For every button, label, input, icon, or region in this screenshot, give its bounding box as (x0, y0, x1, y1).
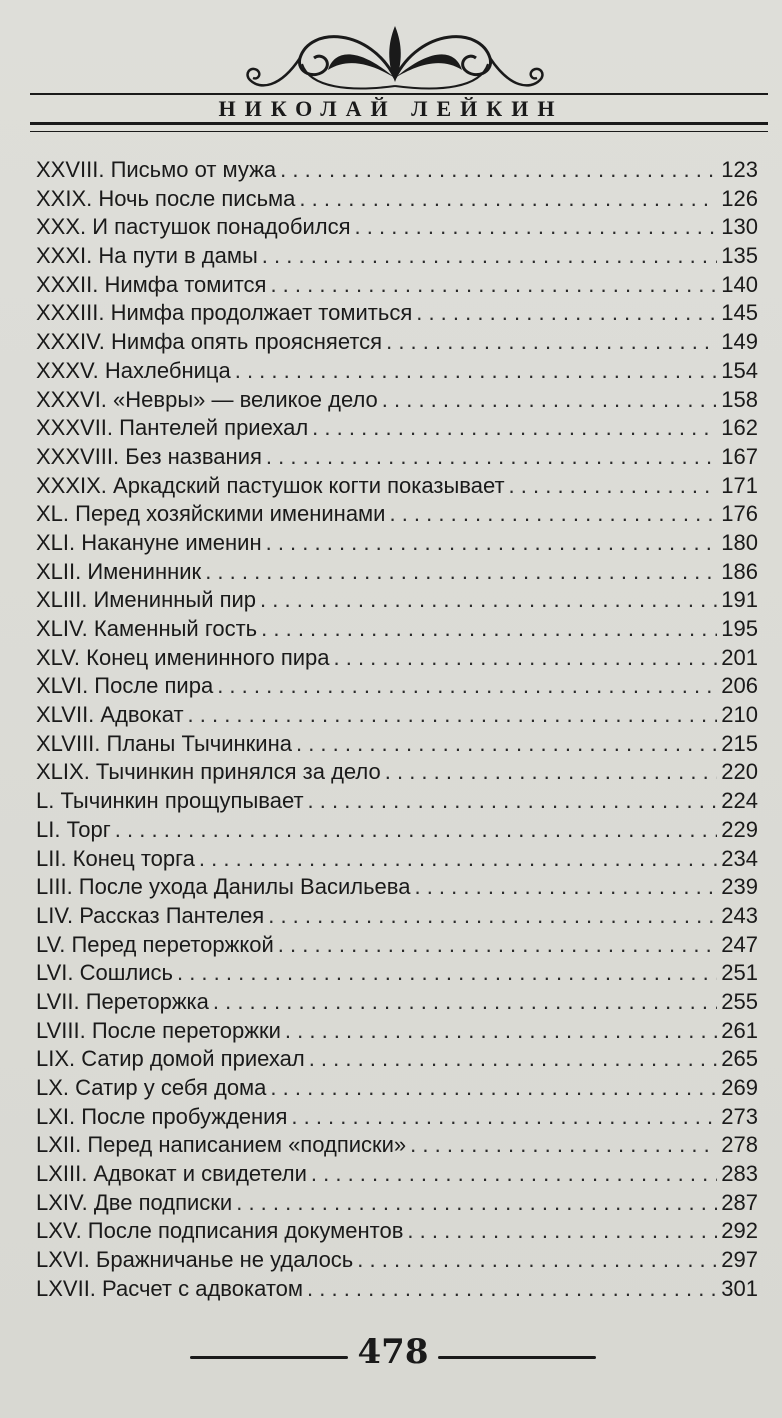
toc-entry-title: LXVII. Расчет с адвокатом (36, 1275, 304, 1301)
toc-dot-leader (386, 328, 717, 357)
toc-entry-page: 154 (721, 357, 758, 383)
toc-dot-leader (285, 1017, 717, 1046)
toc-entry (36, 271, 758, 300)
toc-entry-title: LI. Торг (36, 816, 111, 842)
toc-entry-title: LXV. После подписания документов (36, 1218, 404, 1244)
toc-entry-page: 135 (721, 243, 758, 269)
toc-dot-leader (385, 758, 718, 787)
toc-entry-page: 243 (721, 902, 758, 928)
toc-dot-leader (270, 1074, 717, 1103)
toc-dot-leader (177, 959, 717, 988)
toc-entry-page: 247 (721, 931, 758, 957)
toc-entry (36, 500, 758, 529)
toc-entry (36, 1217, 758, 1246)
toc-dot-leader (414, 873, 717, 902)
toc-entry-title: LVI. Сошлись (36, 960, 173, 986)
toc-entry-page: 292 (721, 1218, 758, 1244)
toc-entry (36, 443, 758, 472)
toc-entry-title: XLIX. Тычинкин принялся за дело (36, 759, 381, 785)
toc-dot-leader (312, 414, 717, 443)
toc-dot-leader (261, 615, 717, 644)
toc-entry (36, 586, 758, 615)
toc-dot-leader (407, 1217, 717, 1246)
toc-entry-title: XXVIII. Письмо от мужа (36, 157, 277, 182)
toc-dot-leader (213, 988, 717, 1017)
toc-entry-title: XXXIX. Аркадский пастушок когти показывает (36, 472, 505, 498)
toc-dot-leader (307, 1275, 717, 1304)
toc-entry-title: XLII. Именинник (36, 558, 202, 584)
toc-dot-leader (308, 787, 718, 816)
toc-entry (36, 328, 758, 357)
toc-entry (36, 472, 758, 501)
toc-entry-page: 224 (721, 788, 758, 814)
toc-entry (36, 701, 758, 730)
header-rule-top (30, 93, 768, 95)
toc-dot-leader (309, 1045, 718, 1074)
toc-entry (36, 1275, 758, 1304)
toc-dot-leader (355, 213, 718, 242)
toc-entry-title: XLVIII. Планы Тычинкина (36, 730, 292, 756)
toc-entry (36, 558, 758, 587)
toc-entry (36, 529, 758, 558)
toc-entry-page: 287 (721, 1189, 758, 1215)
toc-entry-title: XXX. И пастушок понадобился (36, 214, 351, 240)
toc-entry-page: 176 (721, 501, 758, 527)
toc-entry-title: XLVI. После пира (36, 673, 214, 699)
toc-entry (36, 1160, 758, 1189)
toc-dot-leader (509, 472, 718, 501)
toc-entry (36, 386, 758, 415)
toc-entry-title: XLIII. Именинный пир (36, 587, 257, 613)
toc-entry-title: LXII. Перед написанием «подписки» (36, 1132, 407, 1158)
toc-entry-page: 220 (721, 759, 758, 785)
toc-entry (36, 873, 758, 902)
toc-entry (36, 1103, 758, 1132)
toc-entry-title: XXXIV. Нимфа опять проясняется (36, 329, 383, 355)
toc-entry (36, 845, 758, 874)
toc-entry-page: 269 (721, 1075, 758, 1100)
toc-entry-page: 180 (721, 529, 758, 555)
toc-entry (36, 213, 758, 242)
toc-entry-page: 229 (721, 816, 758, 842)
toc-dot-leader (217, 672, 717, 701)
toc-dot-leader (410, 1131, 717, 1160)
toc-dot-leader (278, 931, 718, 960)
toc-dot-leader (334, 644, 718, 673)
toc-entry (36, 644, 758, 673)
toc-entry-title: LXI. После пробуждения (36, 1103, 288, 1129)
toc-entry-page: 215 (721, 730, 758, 756)
toc-entry-page: 239 (721, 874, 758, 900)
toc-entry (36, 988, 758, 1017)
toc-entry-title: LII. Конец торга (36, 845, 195, 871)
toc-entry-title: L. Тычинкин прощупывает (36, 788, 304, 814)
toc-entry-page: 201 (721, 644, 758, 670)
toc-entry-page: 167 (721, 443, 758, 469)
toc-entry-page: 283 (721, 1161, 758, 1187)
toc-entry-title: XLI. Накануне именин (36, 529, 262, 555)
toc-dot-leader (260, 586, 717, 615)
toc-entry-page: 186 (721, 558, 758, 584)
toc-dot-leader (299, 185, 717, 214)
toc-entry-title: LX. Сатир у себя дома (36, 1075, 267, 1100)
toc-entry-page: 261 (721, 1017, 758, 1043)
toc-entry-page: 123 (721, 157, 758, 182)
toc-entry (36, 414, 758, 443)
toc-dot-leader (188, 701, 718, 730)
header-rule-bottom (30, 122, 768, 132)
toc-entry (36, 902, 758, 931)
toc-dot-leader (270, 271, 717, 300)
toc-entry-title: LXIII. Адвокат и свидетели (36, 1161, 307, 1187)
footer-rule-left (190, 1356, 348, 1359)
toc-entry-page: 195 (721, 616, 758, 641)
toc-entry (36, 816, 758, 845)
toc-entry-page: 255 (721, 988, 758, 1014)
toc-entry (36, 959, 758, 988)
toc-entry-title: XXXV. Нахлебница (36, 357, 231, 383)
toc-entry-page: 149 (721, 329, 758, 355)
toc-entry-page: 171 (721, 472, 758, 498)
page-footer (0, 1330, 782, 1380)
toc-entry-title: XXXVII. Пантелей приехал (36, 415, 309, 441)
toc-entry-page: 273 (721, 1103, 758, 1129)
toc-entry-title: XLV. Конец именинного пира (36, 644, 330, 670)
toc-entry (36, 1246, 758, 1275)
toc-dot-leader (115, 816, 717, 845)
toc-entry-page: 210 (721, 702, 758, 728)
toc-entry-page: 251 (721, 960, 758, 986)
toc-dot-leader (389, 500, 717, 529)
toc-dot-leader (416, 299, 717, 328)
toc-entry (36, 615, 758, 644)
header-ornament-icon (240, 18, 550, 100)
toc-entry-title: XXXI. На пути в дамы (36, 243, 258, 269)
toc-entry (36, 1189, 758, 1218)
toc-entry-page: 191 (721, 587, 758, 613)
toc-entry-title: XLVII. Адвокат (36, 702, 184, 728)
toc-dot-leader (296, 730, 717, 759)
toc-entry-page: 297 (721, 1247, 758, 1273)
toc-entry (36, 672, 758, 701)
toc-entry-page: 206 (721, 673, 758, 699)
toc-dot-leader (268, 902, 717, 931)
table-of-contents (36, 156, 758, 1304)
toc-entry-title: LIX. Сатир домой приехал (36, 1046, 305, 1072)
toc-entry-page: 278 (721, 1132, 758, 1158)
toc-dot-leader (235, 357, 718, 386)
toc-entry-page: 145 (721, 300, 758, 326)
toc-dot-leader (266, 529, 718, 558)
toc-entry-title: LVII. Переторжка (36, 988, 209, 1014)
toc-dot-leader (382, 386, 718, 415)
toc-entry-page: 301 (721, 1275, 758, 1301)
toc-entry-title: LVIII. После переторжки (36, 1017, 281, 1043)
toc-dot-leader (266, 443, 717, 472)
toc-entry-page: 162 (721, 415, 758, 441)
toc-entry-page: 126 (721, 185, 758, 211)
toc-entry (36, 730, 758, 759)
toc-entry-title: XLIV. Каменный гость (36, 616, 258, 641)
toc-entry (36, 758, 758, 787)
toc-entry (36, 787, 758, 816)
toc-entry-page: 130 (721, 214, 758, 240)
toc-dot-leader (280, 156, 717, 185)
toc-dot-leader (199, 845, 717, 874)
toc-entry (36, 1074, 758, 1103)
toc-entry (36, 357, 758, 386)
toc-entry-page: 234 (721, 845, 758, 871)
toc-entry-title: XL. Перед хозяйскими именинами (36, 501, 386, 527)
toc-entry-page: 265 (721, 1046, 758, 1072)
page-number: 478 (357, 1332, 429, 1372)
toc-entry (36, 931, 758, 960)
toc-entry (36, 1045, 758, 1074)
toc-entry-title: XXXVIII. Без названия (36, 443, 262, 469)
toc-entry (36, 1131, 758, 1160)
toc-dot-leader (236, 1189, 717, 1218)
toc-dot-leader (291, 1103, 717, 1132)
toc-dot-leader (311, 1160, 717, 1189)
toc-entry-title: LXVI. Бражничанье не удалось (36, 1247, 354, 1273)
toc-entry-page: 158 (721, 386, 758, 412)
toc-dot-leader (205, 558, 717, 587)
toc-entry-title: XXXIII. Нимфа продолжает томиться (36, 300, 413, 326)
toc-dot-leader (262, 242, 717, 271)
toc-entry-title: LIII. После ухода Данилы Васильева (36, 874, 411, 900)
toc-entry (36, 1017, 758, 1046)
toc-entry (36, 299, 758, 328)
toc-entry-title: LIV. Рассказ Пантелея (36, 902, 265, 928)
toc-entry-title: XXXVI. «Невры» — великое дело (36, 386, 378, 412)
toc-entry-page: 140 (721, 271, 758, 297)
footer-rule-right (438, 1356, 596, 1359)
toc-entry-title: XXIX. Ночь после письма (36, 185, 296, 211)
toc-entry (36, 242, 758, 271)
toc-dot-leader (357, 1246, 717, 1275)
running-header-author: НИКОЛАЙ ЛЕЙКИН (218, 96, 564, 121)
toc-entry (36, 185, 758, 214)
toc-entry-title: LV. Перед переторжкой (36, 931, 274, 957)
toc-entry-title: XXXII. Нимфа томится (36, 271, 267, 297)
toc-entry (36, 156, 758, 185)
toc-entry-title: LXIV. Две подписки (36, 1189, 233, 1215)
